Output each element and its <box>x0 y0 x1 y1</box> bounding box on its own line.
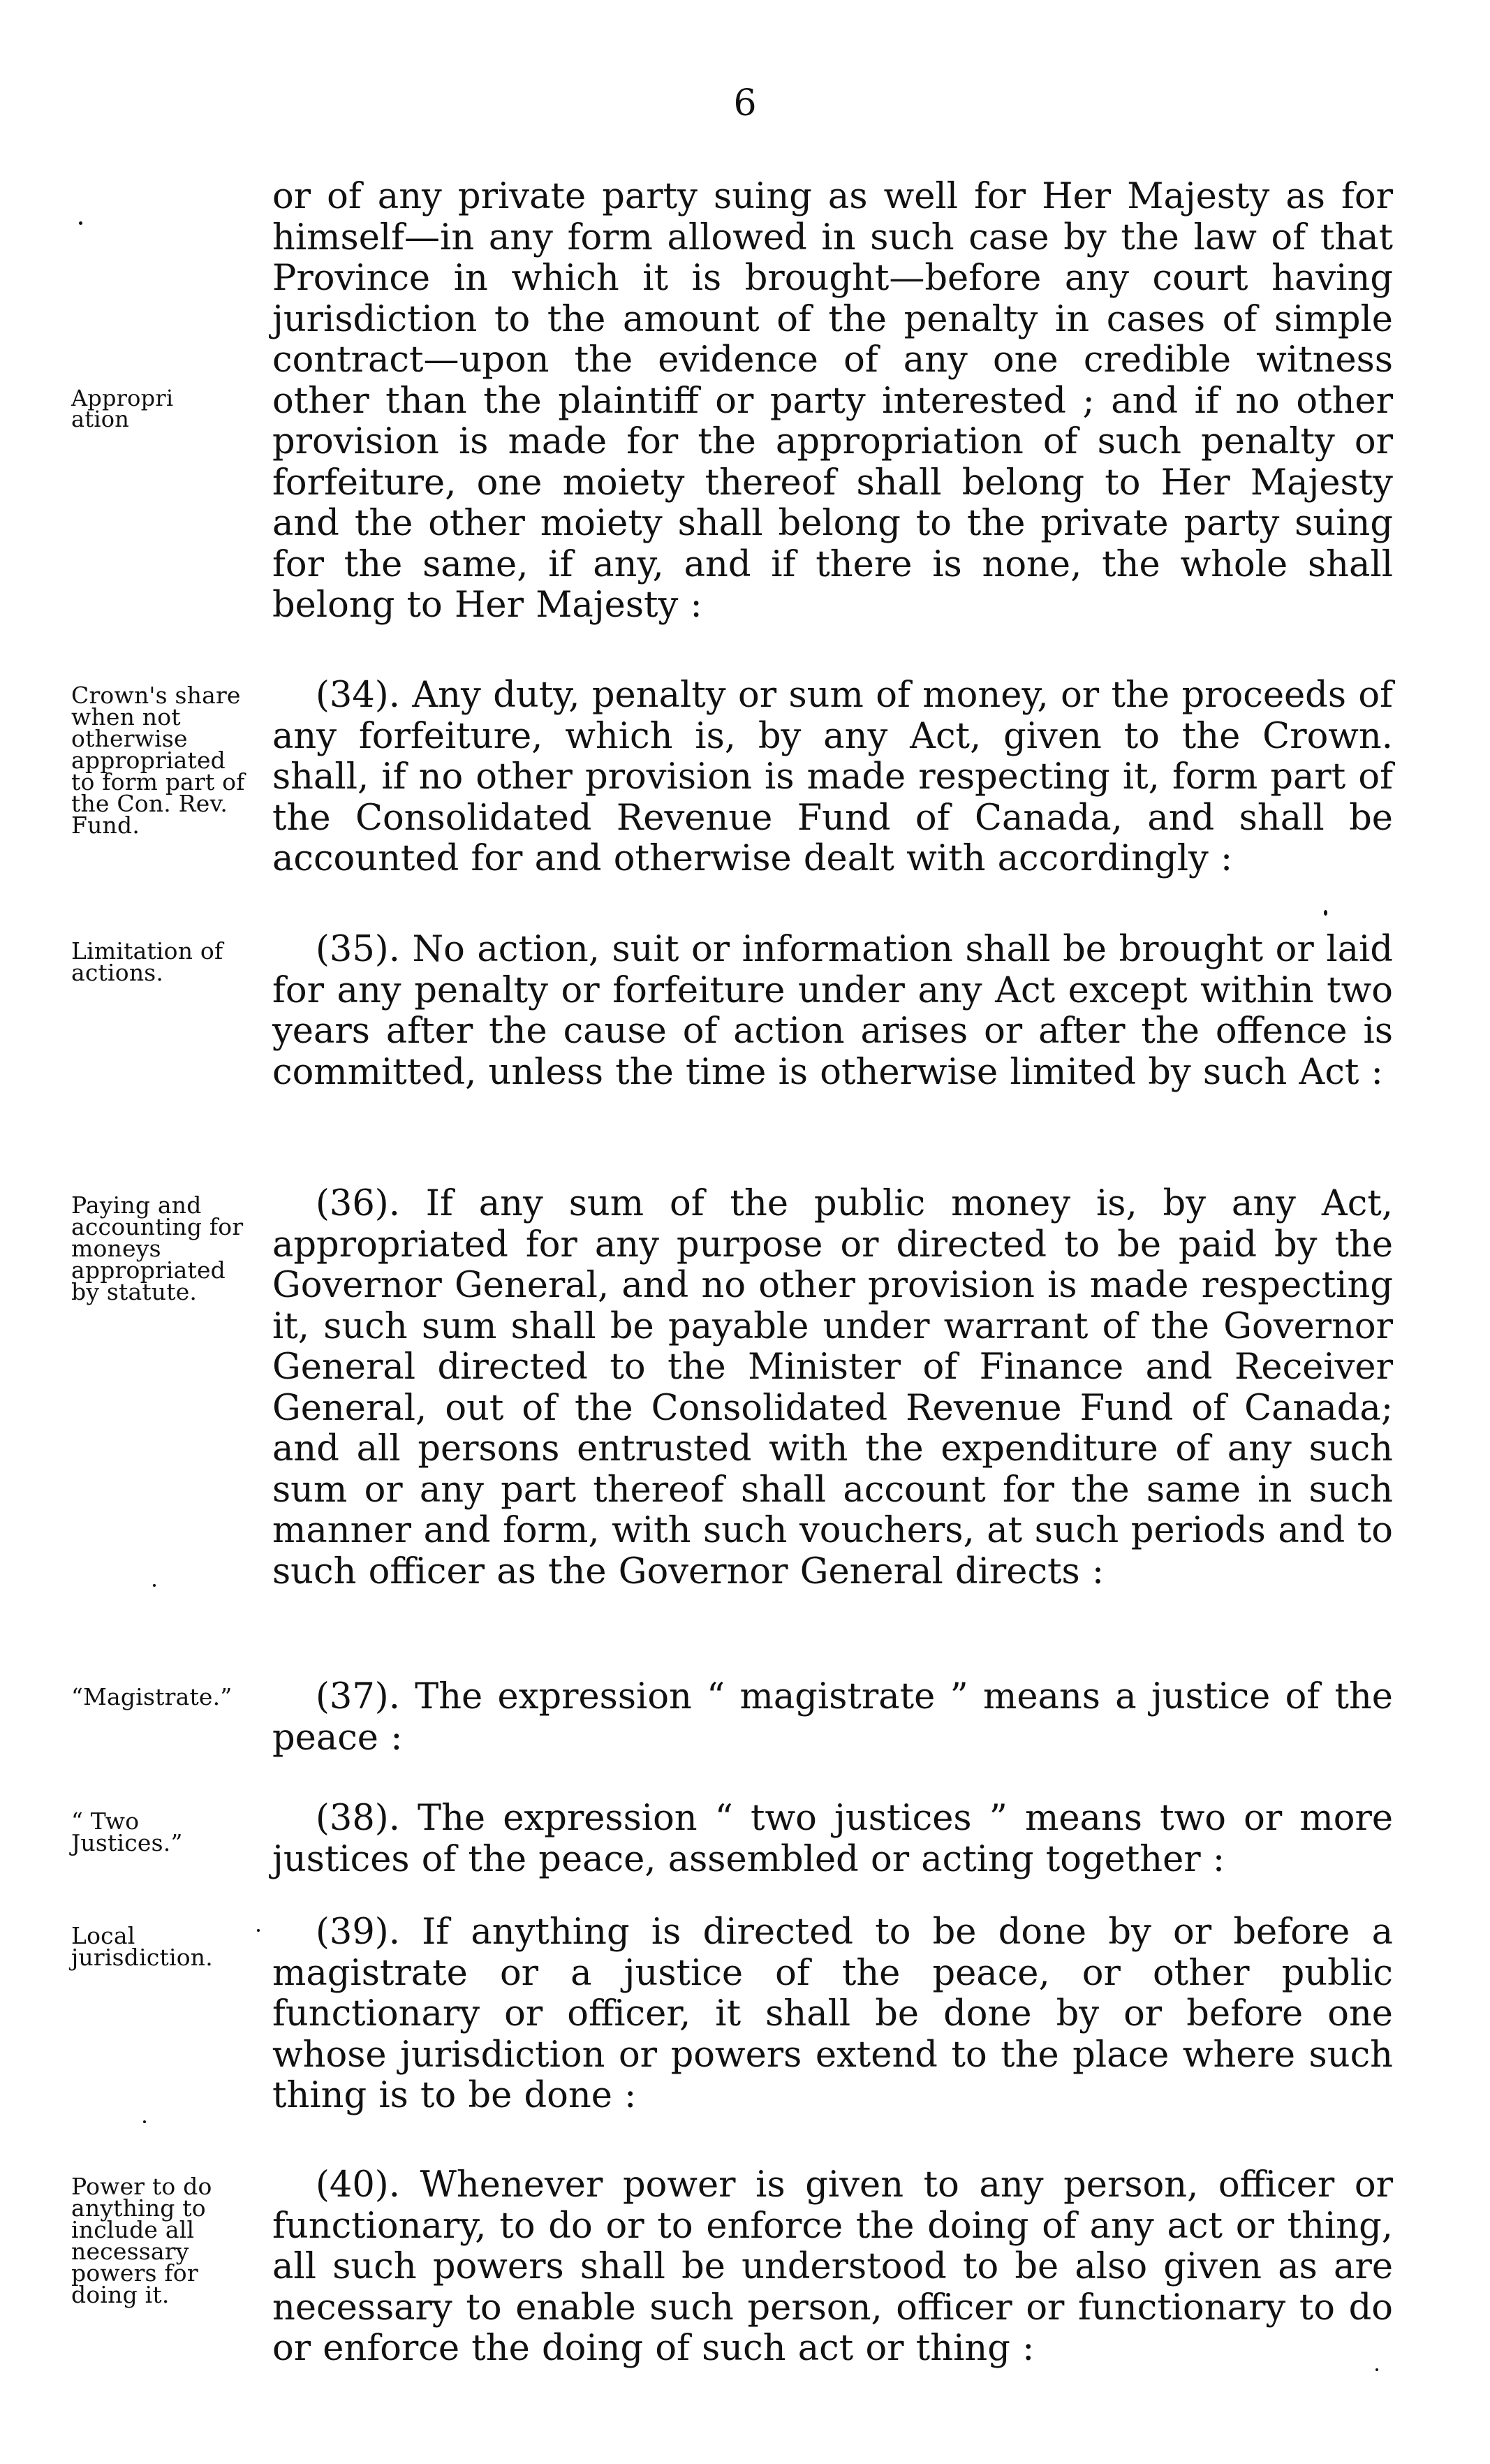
print-speck <box>143 2120 146 2123</box>
margin-note-two-justices: “ Two Justices.” <box>71 1807 183 1856</box>
section-38-text: (38). The expression “ two justices ” means two or more justices of the peace, assembled or acting together : <box>272 1798 1393 1880</box>
section-37-text: (37). The expression “ magistrate ” means a justice of the peace : <box>272 1676 1393 1759</box>
margin-note-appropriation: Appropriation <box>71 385 174 432</box>
paragraph-section-40 <box>272 2165 1393 2370</box>
paragraph-section-38 <box>272 1798 1393 1880</box>
print-speck <box>1375 2368 1378 2371</box>
section-40-text: (40). Whenever power is given to any person, officer or functionary, to do or to enforce the doing of any act or thing, all such powers shall be understood to be also given as are necessary to enable such person, officer or functionary to do or enforce the doing of such act or thing : <box>272 2164 1393 2369</box>
section-35-text: (35). No action, suit or information shall be brought or laid for any penalty or forfeiture under any Act except within two years after the cause of action arises or after the offence is committed, unless the time is otherwise limited by such Act : <box>272 929 1393 1093</box>
margin-note-paying-accounting: Paying and accounting for moneys appropriated by statute. <box>71 1191 244 1305</box>
margin-note-local-jurisdiction: Local jurisdiction. <box>71 1922 213 1971</box>
paragraph-section-36 <box>272 1184 1393 1592</box>
paragraph-section-35 <box>272 930 1393 1093</box>
paragraph-section-37 <box>272 1677 1393 1759</box>
section-39-text: (39). If anything is directed to be done by or before a magistrate or a justice of the peace, or other public functionary or officer, it shall be done by or before one whose jurisdiction or powers extend to the place where such thing is to be done : <box>272 1912 1393 2116</box>
margin-note-crowns-share: Crown's share when not otherwise appropriated to form part of the Con. Rev. Fund. <box>71 682 245 839</box>
margin-note-limitation: Limitation of actions. <box>71 937 223 986</box>
margin-note-power-to-do: Power to do anything to include all necessary powers for doing it. <box>71 2173 212 2308</box>
section-34-text: (34). Any duty, penalty or sum of money, or the proceeds of any forfeiture, which is, by any Act, given to the Crown. shall, if no other provision is made respecting it, form part of the Consolidated Revenue Fund of Canada, and shall be accounted for and otherwise dealt with accordingly : <box>272 675 1393 879</box>
margin-note-magistrate: “Magistrate.” <box>71 1683 233 1710</box>
paragraph-section-39 <box>272 1912 1393 2117</box>
print-speck <box>79 221 82 225</box>
paragraph-continuation: or of any private party suing as well for Her Majesty as for himself—in any form allowed in such case by the law of that Province in which it is brought—before any court having jurisdiction to the amount of the penalty in cases of simple contract—upon the evidence of any one credible witness other than the plaintiff or party interested ; and if no other provision is made for the appropriation of such penalty or forfeiture, one moiety thereof shall belong to Her Majesty and the other moiety shall belong to the private party suing for the same, if any, and if there is none, the whole shall belong to Her Majesty : <box>272 176 1393 626</box>
print-speck <box>1324 910 1327 916</box>
print-speck <box>153 1584 156 1587</box>
paragraph-section-34 <box>272 675 1393 880</box>
section-36-text: (36). If any sum of the public money is, by any Act, appropriated for any purpose or directed to be paid by the Governor General, and no other provision is made respecting it, such sum shall be payable under warrant of the Governor General directed to the Minister of Finance and Receiver General, out of the Consolidated Revenue Fund of Canada; and all persons entrusted with the expenditure of any such sum or any part thereof shall account for the same in such manner and form, with such vouchers, at such periods and to such officer as the Governor General directs : <box>272 1183 1393 1592</box>
print-speck <box>257 1929 260 1932</box>
page-number: 6 <box>733 82 757 124</box>
